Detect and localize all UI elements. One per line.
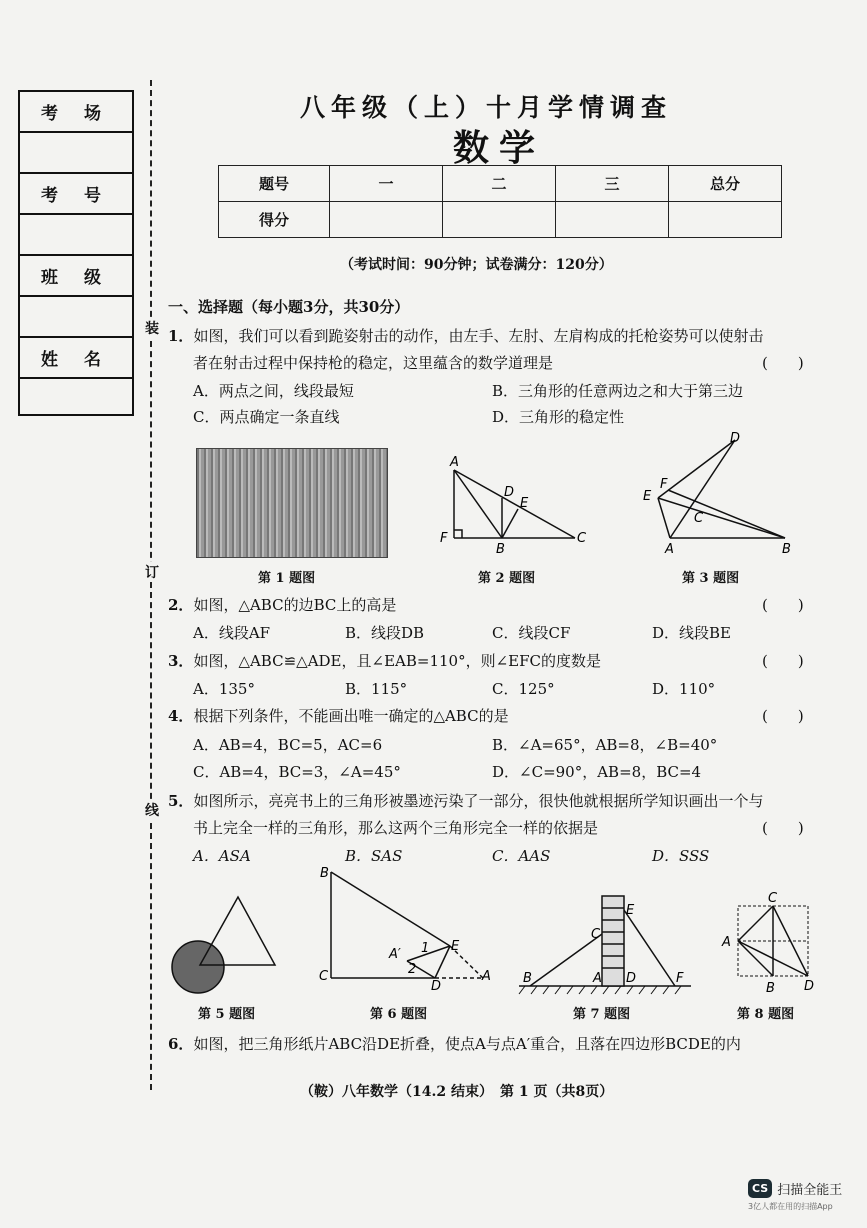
score-header-3: 三	[556, 166, 669, 202]
subject-title: 数学	[453, 127, 546, 169]
page-footer: （鞍）八年数学（14.2 结束） 第 1 页（共8页）	[300, 1084, 614, 1100]
caption-fig8: 第 8 题图	[737, 1007, 795, 1022]
name-label: 姓 名	[20, 338, 132, 379]
exam-room-field[interactable]	[20, 133, 132, 174]
f7-label-b: B	[523, 971, 532, 986]
caption-fig3: 第 3 题图	[682, 571, 740, 586]
q6-line1	[168, 1033, 741, 1054]
score-header-total: 总分	[669, 166, 782, 202]
q3-stem-line	[168, 650, 601, 671]
q4-option-b[interactable]: B．∠A=65°，AB=8，∠B=40°	[492, 736, 718, 754]
q3-option-c[interactable]: C．125°	[492, 680, 555, 698]
score-cell-2[interactable]	[443, 202, 556, 238]
q4-option-a[interactable]: A．AB=4，BC=5，AC=6	[193, 736, 383, 754]
figure-7	[515, 888, 695, 1000]
f7-label-d: D	[626, 971, 637, 986]
q6-number: 6．	[168, 1035, 194, 1053]
f2-label-c: C	[577, 531, 587, 546]
q3-option-d[interactable]: D．110°	[652, 680, 716, 698]
figure-2	[430, 430, 600, 555]
q3-answer-paren[interactable]: ( )	[762, 652, 804, 670]
class-field[interactable]	[20, 297, 132, 338]
f6-label-c: C	[319, 969, 329, 984]
q1-line2: 者在射击过程中保持枪的稳定，这里蕴含的数学道理是	[193, 354, 554, 372]
f7-label-f: F	[676, 971, 684, 986]
q2-number: 2．	[168, 596, 194, 614]
f6-angle-2: 2	[408, 962, 417, 977]
score-table	[218, 165, 782, 238]
name-field[interactable]	[20, 379, 132, 418]
q3-option-a[interactable]: A．135°	[193, 680, 255, 698]
f2-label-d: D	[504, 485, 515, 500]
q3-number: 3．	[168, 652, 194, 670]
q4-option-d[interactable]: D．∠C=90°，AB=8，BC=4	[492, 763, 702, 781]
q4-answer-paren[interactable]: ( )	[762, 707, 804, 725]
score-header-1: 一	[330, 166, 443, 202]
q1-option-d[interactable]: D．三角形的稳定性	[492, 408, 625, 426]
f3-label-d: D	[730, 431, 741, 446]
figure-8	[718, 888, 818, 1000]
q2-option-a[interactable]: A．线段AF	[193, 624, 271, 642]
q4-stem: 根据下列条件，不能画出唯一确定的△ABC的是	[193, 707, 509, 725]
binding-mark-xian: 线	[145, 800, 159, 820]
f3-label-f: F	[660, 477, 668, 492]
f3-label-a: A	[665, 542, 674, 555]
f6-label-d: D	[431, 979, 442, 992]
section-1-heading: 一、选择题（每小题3分，共30分）	[168, 298, 410, 316]
score-cell-3[interactable]	[556, 202, 669, 238]
caption-fig1: 第 1 题图	[258, 571, 316, 586]
figure-3	[640, 430, 800, 555]
caption-fig7: 第 7 题图	[573, 1007, 631, 1022]
f8-label-a: A	[722, 935, 731, 950]
f2-label-b: B	[496, 542, 505, 555]
q5-text-1: 如图所示，亮亮书上的三角形被墨迹污染了一部分，很快他就根据所学知识画出一个与	[193, 792, 764, 810]
q6-text-1: 如图，把三角形纸片ABC沿DE折叠，使点A与点A′重合，且落在四边形BCDE的内	[193, 1035, 741, 1053]
scanner-tagline: 3亿人都在用的扫描App	[748, 1202, 833, 1211]
q2-answer-paren[interactable]: ( )	[762, 596, 804, 614]
caption-fig5: 第 5 题图	[198, 1007, 256, 1022]
q5-option-d[interactable]: D．SSS	[652, 847, 710, 865]
exam-info-box	[18, 90, 134, 416]
q4-option-c[interactable]: C．AB=4，BC=3，∠A=45°	[193, 763, 401, 781]
exam-room-label: 考 场	[20, 92, 132, 133]
q5-line1	[168, 790, 763, 811]
q4-stem-line	[168, 705, 509, 726]
q2-option-b[interactable]: B．线段DB	[345, 624, 425, 642]
f6-label-a-prime: A′	[389, 947, 401, 962]
q2-option-d[interactable]: D．线段BE	[652, 624, 731, 642]
exam-number-field[interactable]	[20, 215, 132, 256]
q2-stem-line	[168, 594, 396, 615]
q5-answer-paren[interactable]: ( )	[762, 819, 804, 837]
cs-logo-icon: CS	[748, 1179, 772, 1198]
class-label: 班 级	[20, 256, 132, 297]
q1-text-1: 如图，我们可以看到跪姿射击的动作，由左手、左肘、左肩构成的托枪姿势可以使射击	[193, 327, 764, 345]
q1-option-b[interactable]: B．三角形的任意两边之和大于第三边	[492, 382, 744, 400]
q1-option-c[interactable]: C．两点确定一条直线	[193, 408, 340, 426]
f7-label-c: C	[591, 927, 601, 942]
binding-dash-line	[150, 80, 152, 1090]
f6-angle-1: 1	[421, 941, 430, 956]
q5-option-a[interactable]: A．ASA	[193, 847, 251, 865]
q5-line2: 书上完全一样的三角形，那么这两个三角形完全一样的依据是	[193, 819, 599, 837]
scanner-watermark	[748, 1179, 842, 1212]
q1-option-a[interactable]: A．两点之间，线段最短	[193, 382, 354, 400]
score-cell-total[interactable]	[669, 202, 782, 238]
figure-5	[160, 885, 310, 995]
q1-line1	[168, 325, 763, 346]
caption-fig2: 第 2 题图	[478, 571, 536, 586]
score-header-item: 题号	[219, 166, 330, 202]
binding-mark-ding: 订	[145, 562, 159, 582]
score-cell-1[interactable]	[330, 202, 443, 238]
f8-label-c: C	[768, 891, 778, 906]
f2-label-e: E	[520, 496, 529, 511]
q2-option-c[interactable]: C．线段CF	[492, 624, 571, 642]
q1-answer-paren[interactable]: ( )	[762, 354, 804, 372]
f3-label-b: B	[782, 542, 791, 555]
score-row-label: 得分	[219, 202, 330, 238]
f2-label-a: A	[450, 455, 459, 470]
figure-6	[315, 862, 505, 992]
q2-stem: 如图，△ABC的边BC上的高是	[193, 596, 397, 614]
exam-title: 八年级（上）十月学情调查	[300, 93, 673, 122]
f3-label-e: E	[643, 489, 652, 504]
f8-label-d: D	[804, 979, 815, 994]
q3-stem: 如图，△ABC≌△ADE，且∠EAB=110°，则∠EFC的度数是	[193, 652, 601, 670]
exam-time-info: （考试时间：90分钟；试卷满分：120分）	[340, 257, 613, 273]
f7-label-e: E	[626, 903, 635, 918]
score-header-2: 二	[443, 166, 556, 202]
q5-option-b[interactable]: B．SAS	[345, 847, 403, 865]
f2-label-f: F	[440, 531, 448, 546]
q5-option-c[interactable]: C．AAS	[492, 847, 551, 865]
binding-mark-zhuang: 装	[145, 318, 159, 338]
f3-label-c: C	[694, 511, 704, 526]
q5-number: 5．	[168, 792, 194, 810]
f6-label-a: A	[482, 969, 491, 984]
scanner-app-name: 扫描全能王	[777, 1183, 843, 1198]
f7-label-a: A	[593, 971, 602, 986]
q4-number: 4．	[168, 707, 194, 725]
f8-label-b: B	[766, 981, 775, 996]
f6-label-e: E	[451, 939, 460, 954]
caption-fig6: 第 6 题图	[370, 1007, 428, 1022]
f6-label-b: B	[320, 866, 329, 881]
q1-number: 1．	[168, 327, 194, 345]
exam-number-label: 考 号	[20, 174, 132, 215]
q3-option-b[interactable]: B．115°	[345, 680, 408, 698]
shooter-photo	[196, 448, 388, 558]
